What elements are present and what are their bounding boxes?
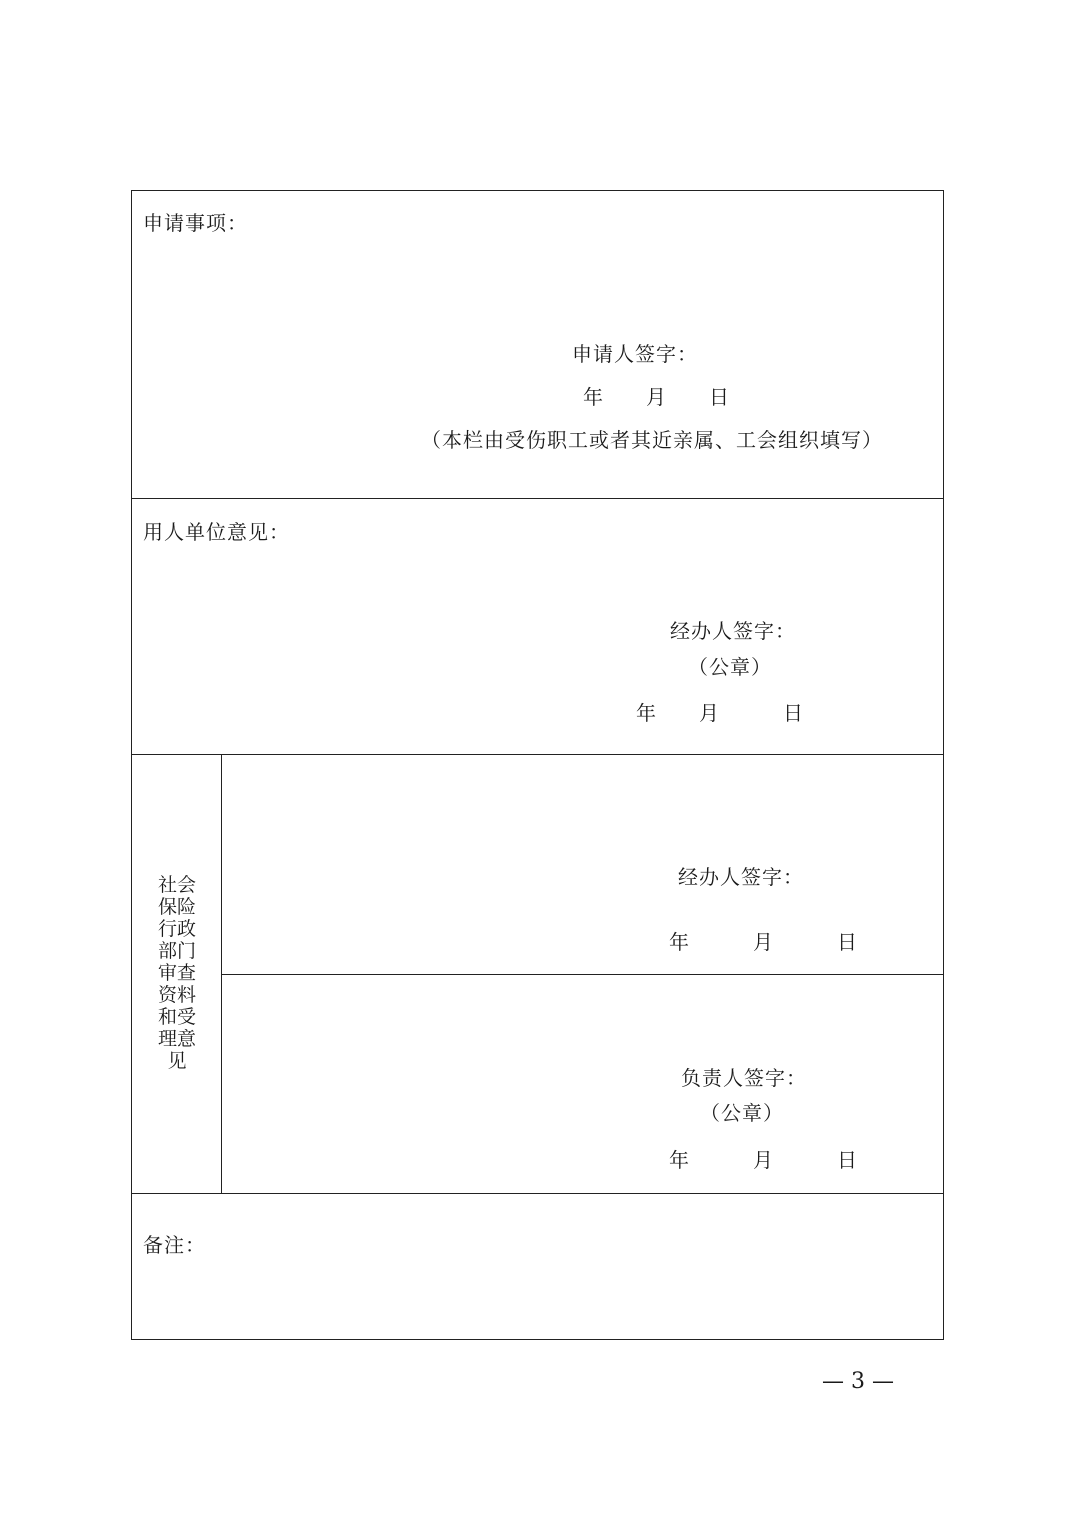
divider-inner-review — [221, 974, 944, 975]
review-side-label-line: 社会 — [157, 874, 196, 896]
divider-before-remarks — [131, 1193, 944, 1194]
review-side-label-line: 审查 — [157, 962, 196, 984]
applicant-signature-label: 申请人签字： — [572, 342, 698, 366]
page-number: — 3 — — [822, 1369, 894, 1394]
review-side-label — [148, 874, 206, 1072]
review-side-label-line: 保险 — [157, 896, 196, 918]
review-side-label-line: 见 — [167, 1050, 187, 1072]
review-side-label-line: 行政 — [157, 918, 196, 940]
remarks-label: 备注： — [143, 1233, 206, 1257]
review-side-label-line: 部门 — [157, 940, 196, 962]
review-handler-signature-label: 经办人签字： — [678, 865, 804, 889]
employer-date-line: 年 月 日 — [636, 701, 804, 725]
review-leader-signature-label: 负责人签字： — [681, 1066, 807, 1090]
review-side-label-line: 和受 — [157, 1006, 196, 1028]
review-side-label-line: 资料 — [157, 984, 196, 1006]
review-side-label-line: 理意 — [157, 1028, 196, 1050]
review-handler-date-line: 年 月 日 — [669, 930, 858, 954]
application-matters-label: 申请事项： — [143, 211, 248, 235]
applicant-date-line: 年 月 日 — [583, 385, 730, 409]
employer-opinion-label: 用人单位意见： — [143, 520, 290, 544]
employer-seal-label: （公章） — [688, 655, 772, 679]
review-seal-label: （公章） — [700, 1101, 784, 1125]
employer-handler-signature-label: 经办人签字： — [670, 619, 796, 643]
divider-after-application — [131, 498, 944, 499]
review-leader-date-line: 年 月 日 — [669, 1148, 858, 1172]
application-fill-note: （本栏由受伤职工或者其近亲属、工会组织填写） — [421, 428, 883, 452]
divider-after-employer — [131, 754, 944, 755]
side-label-column-divider — [221, 754, 222, 1194]
